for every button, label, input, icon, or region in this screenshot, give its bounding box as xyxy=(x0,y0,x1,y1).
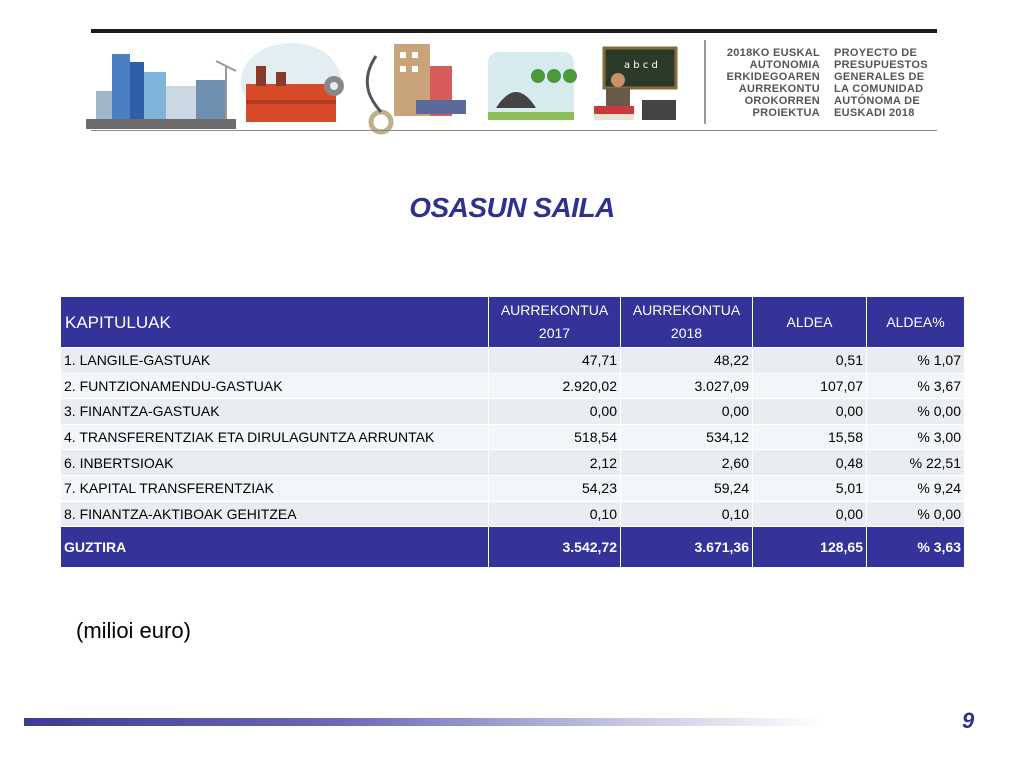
city-skyline-icon xyxy=(86,54,236,129)
difference-cell: 0,00 xyxy=(753,399,867,425)
banner-es-line: AUTÓNOMA DE xyxy=(834,95,920,107)
factory-icon xyxy=(241,43,344,122)
difference-cell: 0,51 xyxy=(753,348,867,374)
header-budget-2018: AURREKONTUA 2018 xyxy=(621,297,753,348)
page-title: OSASUN SAILA xyxy=(409,192,615,223)
banner-eu-line: ERKIDEGOAREN xyxy=(726,71,820,83)
banner-eu-line: PROIEKTUA xyxy=(752,107,820,119)
budget-2018-cell: 534,12 xyxy=(621,424,753,450)
chapter-name: 8. FINANTZA-AKTIBOAK GEHITZEA xyxy=(61,501,489,527)
svg-text:a b c d: a b c d xyxy=(624,60,658,71)
budget-2018-cell: 2,60 xyxy=(621,450,753,476)
chapter-name: 2. FUNTZIONAMENDU-GASTUAK xyxy=(61,373,489,399)
budget-2017-cell: 54,23 xyxy=(489,475,621,501)
chapter-name: 6. INBERTSIOAK xyxy=(61,450,489,476)
header-kapituluak: KAPITULUAK xyxy=(61,297,489,348)
budget-2017-cell: 0,00 xyxy=(489,399,621,425)
chapter-name: 4. TRANSFERENTZIAK ETA DIRULAGUNTZA ARRUNTAK xyxy=(61,424,489,450)
header-aldea-percent: ALDEA% xyxy=(867,297,965,348)
banner-separator xyxy=(704,40,706,124)
banner-illustration xyxy=(76,36,696,136)
banner-eu-line: AURREKONTU xyxy=(738,83,820,95)
table-header-row xyxy=(61,297,965,348)
banner-title-basque xyxy=(716,47,820,119)
header-aldea: ALDEA xyxy=(753,297,867,348)
banner-es-line: EUSKADI 2018 xyxy=(834,107,915,119)
banner-eu-line: AUTONOMIA xyxy=(749,59,820,71)
table-row xyxy=(61,501,965,527)
table-row xyxy=(61,450,965,476)
difference-percent-cell: % 0,00 xyxy=(867,501,965,527)
difference-cell: 15,58 xyxy=(753,424,867,450)
chapter-name: 1. LANGILE-GASTUAK xyxy=(61,348,489,374)
budget-2018-cell: 0,00 xyxy=(621,399,753,425)
difference-cell: 0,48 xyxy=(753,450,867,476)
banner-eu-line: OROKORREN xyxy=(744,95,820,107)
difference-cell: 107,07 xyxy=(753,373,867,399)
difference-percent-cell: % 3,67 xyxy=(867,373,965,399)
page-number: 9 xyxy=(962,708,975,733)
difference-percent-cell: % 1,07 xyxy=(867,348,965,374)
budget-2018-cell: 48,22 xyxy=(621,348,753,374)
difference-percent-cell: % 22,51 xyxy=(867,450,965,476)
table-row xyxy=(61,399,965,425)
banner-bottom-rule xyxy=(91,130,937,131)
difference-percent-cell: % 9,24 xyxy=(867,475,965,501)
budget-2017-cell: 518,54 xyxy=(489,424,621,450)
budget-2018-cell: 3.027,09 xyxy=(621,373,753,399)
budget-2017-cell: 2,12 xyxy=(489,450,621,476)
hospital-icon xyxy=(367,44,466,132)
difference-cell: 5,01 xyxy=(753,475,867,501)
header-budget-2017: AURREKONTUA 2017 xyxy=(489,297,621,348)
chapter-name: 3. FINANTZA-GASTUAK xyxy=(61,399,489,425)
table-row xyxy=(61,424,965,450)
banner-top-rule xyxy=(91,29,937,33)
budget-2018-cell: 59,24 xyxy=(621,475,753,501)
difference-percent-cell: % 0,00 xyxy=(867,399,965,425)
total-label: GUZTIRA xyxy=(61,527,489,568)
total-2018-cell: 3.671,36 xyxy=(621,527,753,568)
table-row xyxy=(61,373,965,399)
total-2017-cell: 3.542,72 xyxy=(489,527,621,568)
budget-2017-cell: 2.920,02 xyxy=(489,373,621,399)
difference-percent-cell: % 3,00 xyxy=(867,424,965,450)
classroom-icon xyxy=(594,48,676,120)
banner-title-spanish xyxy=(834,47,944,119)
banner-es-line: PROYECTO DE xyxy=(834,47,918,59)
budget-table xyxy=(60,296,965,568)
budget-2017-cell: 0,10 xyxy=(489,501,621,527)
chapter-name: 7. KAPITAL TRANSFERENTZIAK xyxy=(61,475,489,501)
budget-2018-cell: 0,10 xyxy=(621,501,753,527)
footer-gradient-bar xyxy=(24,718,824,726)
banner-es-line: PRESUPUESTOS xyxy=(834,59,928,71)
banner-es-line: LA COMUNIDAD xyxy=(834,83,924,95)
difference-cell: 0,00 xyxy=(753,501,867,527)
total-difference-percent-cell: % 3,63 xyxy=(867,527,965,568)
units-note: (milioi euro) xyxy=(76,618,191,643)
table-total-row xyxy=(61,527,965,568)
table-row xyxy=(61,475,965,501)
budget-2017-cell: 47,71 xyxy=(489,348,621,374)
park-icon xyxy=(488,52,577,120)
banner-eu-line: 2018KO EUSKAL xyxy=(726,47,820,59)
total-difference-cell: 128,65 xyxy=(753,527,867,568)
banner-es-line: GENERALES DE xyxy=(834,71,925,83)
table-row xyxy=(61,348,965,374)
